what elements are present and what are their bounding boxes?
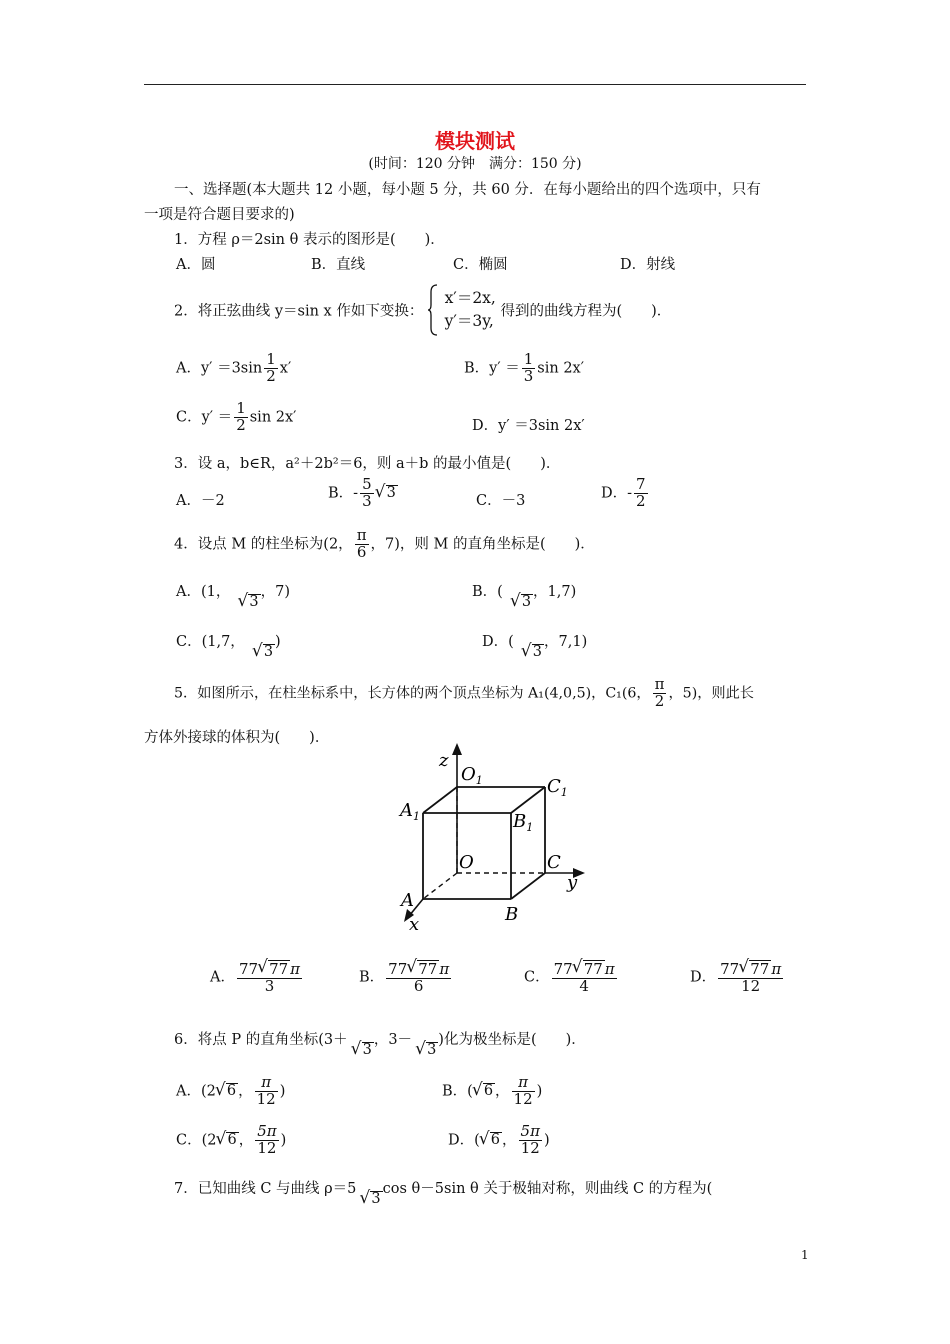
question-1-stem: 1．方程 ρ＝2sin θ 表示的图形是( )． <box>174 232 445 248</box>
q3-option-c: C．－3 <box>476 493 526 509</box>
question-7-stem <box>174 1177 713 1207</box>
q2-c-fraction <box>234 401 248 434</box>
q6-option-b: B．(√ 6 ， $\frac{\pi}{12}$ ) <box>442 1075 542 1108</box>
q2-a-post: x′ <box>279 360 292 377</box>
q4-stem-fraction <box>355 528 369 561</box>
label-b1: $B_1$ <box>513 811 534 834</box>
q5-b-fraction: $\frac{77√ 77 \pi}{6}$ <box>386 960 451 995</box>
q1-option-a: A．圆 <box>176 257 216 273</box>
q3-option-b <box>328 477 398 510</box>
q4-option-a <box>176 580 290 610</box>
q4-c-radical: √ 3 <box>263 644 275 661</box>
q5-stem-pre: 5．如图所示，在柱坐标系中，长方体的两个顶点坐标为 A₁(4,0,5)，C₁(6， <box>174 685 651 702</box>
q4-d-post: ，7,1) <box>544 634 588 650</box>
cuboid-figure <box>395 740 595 935</box>
q5-a-fraction: $\frac{77√ 77 \pi}{3}$ <box>237 960 302 995</box>
q4-stem-num: π <box>356 526 367 544</box>
q2-stem-post: 得到的曲线方程为( )． <box>500 303 672 320</box>
q4-a-radical: √ 3 <box>248 594 260 611</box>
q5-c-label: C． <box>524 969 550 986</box>
q1-option-d: D．射线 <box>620 257 676 273</box>
q5-stem-den: 2 <box>654 691 665 710</box>
label-c: C <box>547 852 561 873</box>
q2-option-a <box>176 352 291 385</box>
q2-stem-pre: 2．将正弦曲线 y＝sin x 作如下变换： <box>174 303 424 320</box>
q5-option-a <box>210 960 304 995</box>
question-3-stem: 3．设 a，b∈R，a²＋2b²＝6，则 a＋b 的最小值是( )． <box>174 456 561 472</box>
page-title: 模块测试 <box>435 129 515 153</box>
q6-stem-mid: ，3－ <box>373 1032 413 1048</box>
q5-a-label: A． <box>210 969 235 986</box>
q4-b-pre: B．( <box>472 584 503 600</box>
label-a: A <box>401 890 414 911</box>
page-number: 1 <box>801 1248 809 1262</box>
q5-option-c <box>524 960 619 995</box>
q4-a-post: ，7) <box>260 584 290 600</box>
q2-a-den: 2 <box>266 366 276 385</box>
q4-option-b <box>472 580 577 610</box>
q2-option-d: D．y′ ＝3sin 2x′ <box>472 418 585 434</box>
q6-option-c: C．(2√ 6 ， $\frac{5\pi}{12}$ ) <box>176 1124 286 1157</box>
question-5-stem <box>174 677 754 710</box>
label-o: O <box>459 852 474 873</box>
q2-b-den: 3 <box>523 366 534 385</box>
q6-stem-post: )化为极坐标是( )． <box>438 1032 586 1048</box>
q6-option-d: D．(√ 6 ， $\frac{5\pi}{12}$ ) <box>448 1124 550 1157</box>
q4-c-post: ) <box>275 634 281 650</box>
q2-a-num: 1 <box>266 350 276 368</box>
q5-c-fraction: $\frac{77√ 77 \pi}{4}$ <box>552 960 617 995</box>
q4-b-radical: √ 3 <box>521 594 533 611</box>
q3-b-fraction <box>360 477 374 510</box>
q5-b-label: B． <box>359 969 385 986</box>
section-heading: 一、选择题(本大题共 12 小题，每小题 5 分，共 60 分．在每小题给出的四个选项中，只有 <box>174 182 761 198</box>
q2-b-post: sin 2x′ <box>537 360 585 377</box>
question-2-stem <box>174 284 671 336</box>
q5-d-fraction: $\frac{77√ 77 \pi}{12}$ <box>718 960 783 995</box>
q4-b-post: ，1,7) <box>533 584 577 600</box>
exam-info: (时间：120 分钟 满分：150 分) <box>368 156 582 172</box>
section-heading-cont: 一项是符合题目要求的) <box>144 207 295 223</box>
header-rule <box>144 84 806 85</box>
q6-stem-pre: 6．将点 P 的直角坐标(3＋ <box>174 1032 348 1048</box>
label-x: x <box>409 914 420 935</box>
q5-d-label: D． <box>690 969 717 986</box>
z-arrow-icon <box>452 743 462 755</box>
q2-option-c <box>176 401 296 434</box>
q5-option-d <box>690 960 785 995</box>
question-5-stem-cont: 方体外接球的体积为( )． <box>144 730 330 746</box>
q6-stem-radical-2: √ 3 <box>426 1042 438 1059</box>
q4-stem-post: ，7)，则 M 的直角坐标是( )． <box>370 536 595 553</box>
brace-icon <box>428 284 438 336</box>
q2-a-fraction <box>264 352 278 385</box>
q5-option-b <box>359 960 453 995</box>
q5-stem-num: π <box>654 675 665 693</box>
question-4-stem <box>174 528 595 561</box>
transform-eq-1: x′＝2x, <box>444 288 496 307</box>
q4-d-pre: D．( <box>482 634 514 650</box>
q1-option-b: B．直线 <box>311 257 366 273</box>
q3-b-pre: B．- <box>328 485 359 502</box>
q4-stem-den: 6 <box>356 542 367 561</box>
cuboid-edges <box>423 787 545 899</box>
q6-option-a: A．(2√ 6 ， $\frac{\pi}{12}$ ) <box>176 1075 285 1108</box>
q7-stem-pre: 7．已知曲线 C 与曲线 ρ＝5 <box>174 1181 357 1197</box>
label-y: y <box>567 872 578 893</box>
q2-c-num: 1 <box>236 399 246 417</box>
transform-system <box>443 287 496 334</box>
q3-d-num: 7 <box>636 475 646 493</box>
q3-d-fraction <box>634 477 648 510</box>
q4-stem-pre: 4．设点 M 的柱坐标为(2， <box>174 536 353 553</box>
label-c1: $C_1$ <box>547 776 568 799</box>
q3-b-den: 3 <box>362 491 372 510</box>
q3-d-den: 2 <box>636 491 646 510</box>
q3-option-d <box>601 477 650 510</box>
q2-b-num: 1 <box>523 350 534 368</box>
q1-option-c: C．椭圆 <box>453 257 508 273</box>
q7-stem-radical: √ 3 <box>370 1191 382 1208</box>
q7-stem-post: cos θ－5sin θ 关于极轴对称，则曲线 C 的方程为( <box>382 1181 713 1197</box>
q6-stem-radical-1: √ 3 <box>362 1042 374 1059</box>
q2-a-pre: A．y′ ＝3sin <box>176 360 263 377</box>
q2-c-den: 2 <box>236 415 246 434</box>
q2-c-post: sin 2x′ <box>249 409 297 426</box>
label-a1: $A_1$ <box>400 800 420 823</box>
q2-option-b <box>464 352 584 385</box>
label-b: B <box>505 904 519 925</box>
q2-b-pre: B．y′ ＝ <box>464 360 520 377</box>
q4-c-pre: C．(1,7， <box>176 634 245 650</box>
question-6-stem <box>174 1028 586 1058</box>
q3-d-pre: D．- <box>601 485 633 502</box>
q4-d-radical: √ 3 <box>532 644 544 661</box>
transform-eq-2: y′＝3y, <box>444 312 494 330</box>
q3-b-radical: √ 3 <box>386 485 398 502</box>
q5-stem-fraction <box>653 677 667 710</box>
q2-c-pre: C．y′ ＝ <box>176 409 233 426</box>
q3-b-num: 5 <box>362 475 372 493</box>
q4-option-d <box>482 630 588 660</box>
q4-option-c <box>176 630 281 660</box>
q5-stem-post: ，5)，则此长 <box>668 685 754 702</box>
q3-option-a: A．－2 <box>176 493 225 509</box>
q4-a-pre: A．(1， <box>176 584 231 600</box>
label-z: z <box>439 750 449 771</box>
q2-b-fraction <box>522 352 536 385</box>
label-o1: $O_1$ <box>461 764 483 787</box>
